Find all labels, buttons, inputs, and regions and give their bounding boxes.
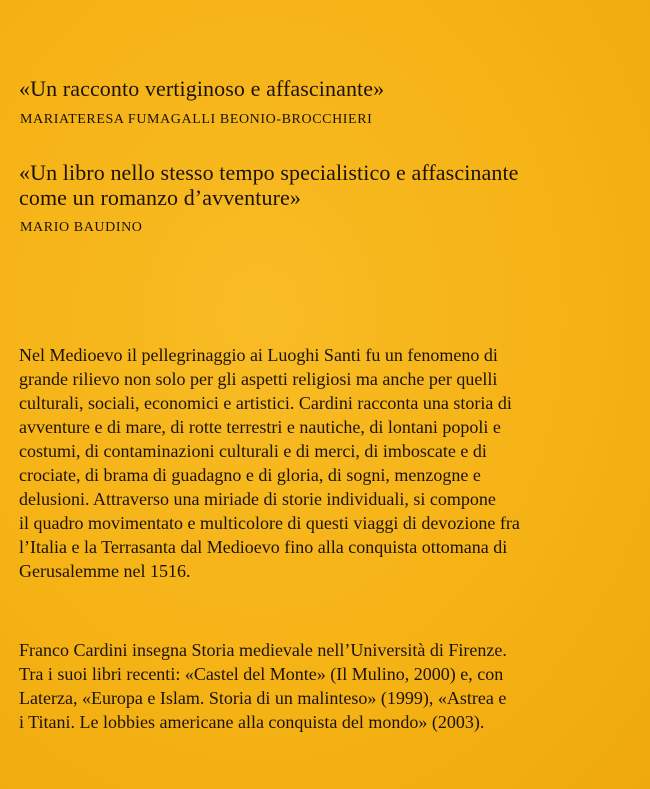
bio-line: i Titani. Le lobbies americane alla conquista del mondo» (2003).	[19, 712, 485, 732]
description-line: delusioni. Attraverso una miriade di storie individuali, si compone	[19, 489, 496, 509]
bio-line: Tra i suoi libri recenti: «Castel del Monte» (Il Mulino, 2000) e, con	[19, 664, 504, 684]
description-line: grande rilievo non solo per gli aspetti religiosi ma anche per quelli	[19, 369, 498, 389]
quote-line: come un romanzo d’avventure»	[19, 185, 301, 210]
quote-line: «Un libro nello stesso tempo specialistico e affascinante	[19, 160, 519, 185]
book-description	[19, 343, 520, 583]
description-line: costumi, di contaminazioni culturali e di merci, di imboscate e di	[19, 441, 487, 461]
description-line: Gerusalemme nel 1516.	[19, 561, 191, 581]
description-line: avventure e di mare, di rotte terrestri e nautiche, di lontani popoli e	[19, 417, 501, 437]
review-author-2: MARIO BAUDINO	[20, 220, 143, 235]
review-author-1: MARIATERESA FUMAGALLI BEONIO-BROCCHIERI	[20, 112, 373, 127]
description-line: Nel Medioevo il pellegrinaggio ai Luoghi Santi fu un fenomeno di	[19, 345, 498, 365]
author-bio	[19, 638, 507, 734]
description-line: crociate, di brama di guadagno e di gloria, di sogni, menzogne e	[19, 465, 481, 485]
quote-line: «Un racconto vertiginoso e affascinante»	[19, 76, 385, 101]
bio-line: Franco Cardini insegna Storia medievale nell’Università di Firenze.	[19, 640, 507, 660]
description-line: il quadro movimentato e multicolore di questi viaggi di devozione fra	[19, 513, 520, 533]
review-quote-1	[19, 76, 384, 101]
bio-line: Laterza, «Europa e Islam. Storia di un malinteso» (1999), «Astrea e	[19, 688, 507, 708]
description-line: l’Italia e la Terrasanta dal Medioevo fino alla conquista ottomana di	[19, 537, 508, 557]
review-quote-2	[19, 160, 519, 210]
description-line: culturali, sociali, economici e artistici. Cardini racconta una storia di	[19, 393, 512, 413]
